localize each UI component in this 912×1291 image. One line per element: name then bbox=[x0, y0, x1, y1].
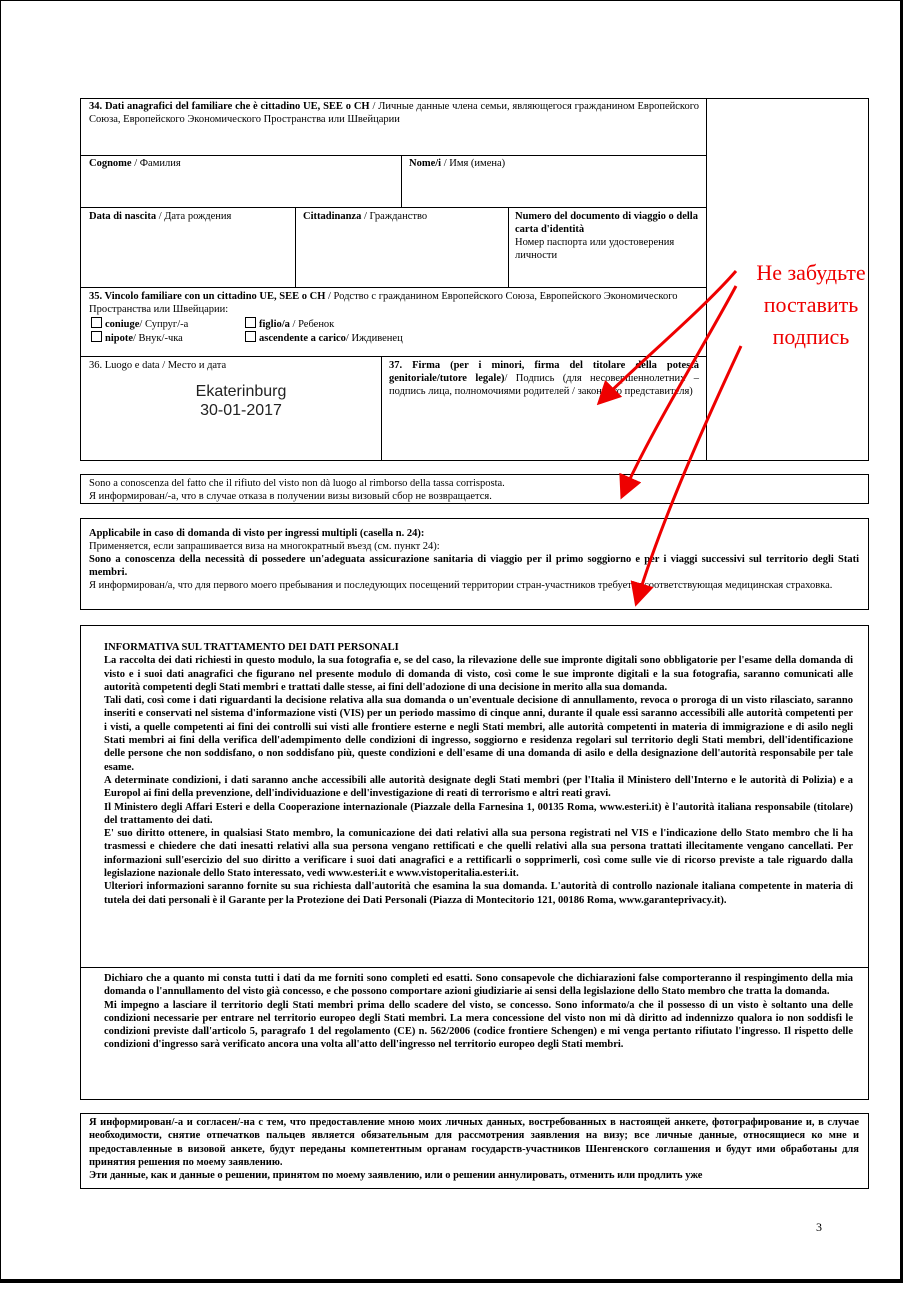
relation-option-dependent[interactable]: ascendente a carico/ Иждивенец bbox=[245, 331, 465, 345]
date-of-birth-label: Data di nascita / Дата рождения bbox=[89, 211, 232, 222]
multiple-entry-text: Applicabile in caso di domanda di visto per ingressi multipli (casella n. 24): Применяется, если запрашивается виза на многократный въезд (см. пункт 24): Sono a conoscenza della necessità di possedere un'adeguata assicurazione sanitaria di viaggio per il primo soggiorno e per i viaggi successivi sul territorio degli Stati membri. Я информирован/а, что для первого моего пребывания и последующих посещений территории стран-участников требуется соответствующая медицинская страховка. bbox=[89, 528, 859, 591]
citizenship-label: Cittadinanza / Гражданство bbox=[303, 211, 428, 222]
privacy-notice-text: INFORMATIVA SUL TRATTAMENTO DEI DATI PERSONALI La raccolta dei dati richiesti in questo modulo, la sua fotografia e, se del caso, la rilevazione delle sue impronte digitali sono obbligatorie per l'esame della domanda di visto e i suoi dati anagrafici che figurano nel presente modulo di domanda di visto, così come le sue impronte digitali e la sua fotografia, saranno comunicati alle autorità competenti degli Stati membri e trattati dalle stesse, ai fini dell'adozione di una decisione in merito alla sua domanda. Tali dati, così come i dati riguardanti la decisione relativa alla sua domanda o un'eventuale decisione di annullamento, revoca o proroga di un visto rilasciato, saranno inseriti e conservati nel sistema d'informazione visti (VIS) per un periodo massimo di cinque anni, durante il quale essi saranno accessibili alle autorità competenti per i visti, a quelle competenti ai fini dei controlli sui visti alle frontiere esterne e negli Stati membri, alle autorità competenti in materia di immigrazione e di asilo negli Stati membri ai fini della verifica dell'adempimento delle condizioni di ingresso, soggiorno e residenza regolari sul territorio degli Stati membri, dell'identificazione delle persone che non soddisfano, o non soddisfano più, queste condizioni e dell'esame di una domanda di asilo e della designazione dell'autorità responsabile per tale esame. A determinate condizioni, i dati saranno anche accessibili alle autorità designate degli Stati membri (per l'Italia il Ministero dell'Interno e le autorità di Polizia) e a Europol ai fini della prevenzione, dell'individuazione e dell'investigazione di reati di terrorismo e altri reati gravi. Il Ministero degli Affari Esteri e della Cooperazione internazionale (Piazzale della Farnesina 1, 00135 Roma, www.esteri.it) è l'autorità italiana responsabile (titolare) del trattamento dei dati. E' suo diritto ottenere, in qualsiasi Stato membro, la comunicazione dei dati relativi alla sua persona registrati nel VIS e l'indicazione dello Stato membro che li ha trasmessi e chiedere che dati inesatti relativi alla sua persona vengano rettificati e che quelli relativi alla sua persona trattati illecitamente vengano cancellati. Per informazioni sull'esercizio del suo diritto a verificare i suoi dati anagrafici e a rettificarli o sopprimerli, così come sulle vie di ricorso previste a tale riguardo dalla legislazione nazionale dello Stato interessato, vedi www.esteri.it e www.vistoperitalia.esteri.it. Ulteriori informazioni saranno fornite su sua richiesta dall'autorità che esamina la sua domanda. L'autorità di controllo nazionale italiana competente in materia di tutela dei dati personali è il Garante per la Protezione dei Dati Personali (Piazza di Montecitorio 121, 00186 Roma, www.garanteprivacy.it). bbox=[104, 642, 853, 906]
annotation-arrows bbox=[1, 1, 904, 1284]
place-date-label: 36. Luogo e data / Место и дата bbox=[89, 360, 227, 371]
given-name-label: Nome/i / Имя (имена) bbox=[409, 158, 506, 169]
declaration-text: Dichiaro che a quanto mi consta tutti i dati da me forniti sono completi ed esatti. Sono consapevole che dichiarazioni false comporteranno il respingimento della mia domanda o l'annullamento del visto già concesso, e che possono comportare azioni giudiziarie ai sensi della legislazione dello Stato membro che tratta la domanda. Mi impegno a lasciare il territorio degli Stati membri prima dello scadere del visto, se concesso. Sono informato/a che il possesso di un visto è soltanto una delle condizioni necessarie per entrare nel territorio europeo degli Stati membri. La mera concessione del visto non mi dà diritto ad indennizzo qualora io non soddisfi le condizioni previste dall'articolo 5, paragrafo 1 del regolamento (CE) n. 562/2006 (codice frontiere Schengen) e mi venga pertanto rifiutato l'ingresso. Il rispetto delle condizioni d'ingresso sarà verificato ancora una volta all'atto dell'ingresso nel territorio europeo degli Stati membri. bbox=[104, 973, 853, 1051]
arrow-to-multiple bbox=[637, 346, 741, 601]
consent-notice-ru: Я информирован/-а и согласен/-на с тем, что предоставление мною моих личных данных, востребованных в настоящей анкете, фотографирование и, в случае необходимости, снятие отпечатков пальцев является обязательным для рассмотрения заявления на визу; все личные данные, относящиеся ко мне и предоставленные в визовой анкете, будут переданы компетентным органам государств-участников Шенгенского соглашения и будут ими обработаны для принятия решения по моему заявлению. Эти данные, как и данные о решении, принятом по моему заявлению, или о решении аннулировать, отменить или продлить уже bbox=[80, 1113, 869, 1189]
document-number-label: Numero del documento di viaggio o della carta d'identità Номер паспорта или удостоверения личности bbox=[515, 211, 698, 261]
relation-option-child[interactable]: figlio/a / Ребенок bbox=[245, 317, 395, 331]
refund-notice-it: Sono a conoscenza del fatto che il rifiuto del visto non dà luogo al rimborso della tassa corrisposta. bbox=[89, 478, 505, 489]
signature-reminder-annotation: Не забудьте поставить подпись bbox=[756, 260, 866, 349]
privacy-notice-title: INFORMATIVA SUL TRATTAMENTO DEI DATI PERSONALI bbox=[104, 642, 399, 653]
refund-notice-ru: Я информирован/-а, что в случае отказа в получении визы визовый сбор не возвращается. bbox=[89, 491, 492, 502]
page-number: 3 bbox=[816, 1220, 822, 1234]
arrow-to-refund bbox=[623, 286, 736, 494]
signature-label: 37. Firma (per i minori, firma del titolare della potestà genitoriale/tutore legale)/ Подпись (для несовершеннолетних – подпись лица, полномочиями родителей / законного представителя) bbox=[389, 360, 700, 397]
relation-option-spouse[interactable]: coniuge/ Супруг/-а bbox=[91, 317, 241, 331]
relation-option-grandchild[interactable]: nipote/ Внук/-чка bbox=[91, 331, 241, 345]
arrow-to-signature bbox=[601, 271, 736, 401]
section-35-header: 35. Vincolo familiare con un cittadino UE, SEE o CH / Родство с гражданином Европейского Союза, Европейского Экономического Пространства или Швейцарии: bbox=[89, 291, 678, 315]
section-34-header: 34. Dati anagrafici del familiare che è cittadino UE, SEE o CH / Личные данные члена семьи, являющегося гражданином Европейского Союза, Европейского Экономического Пространства или Швейцарии bbox=[89, 101, 700, 125]
surname-label: Cognome / Фамилия bbox=[89, 158, 181, 169]
place-value: Ekaterinburg bbox=[195, 383, 287, 400]
date-value: 30-01-2017 bbox=[200, 402, 282, 419]
